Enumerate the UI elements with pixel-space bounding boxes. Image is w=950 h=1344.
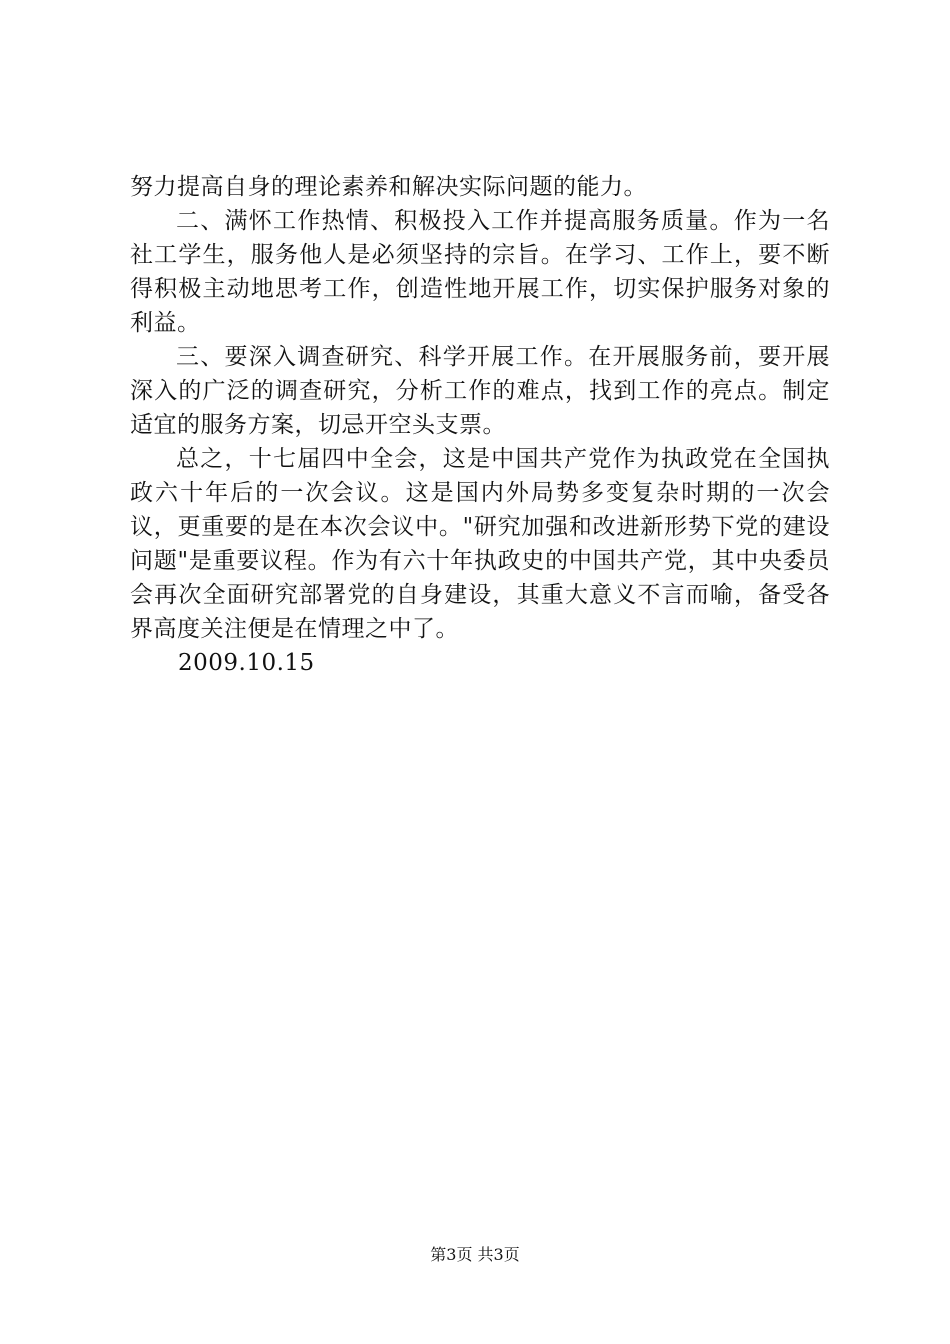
page-footer: 第3页 共3页 xyxy=(430,1245,520,1264)
paragraph-continuation: 努力提高自身的理论素养和解决实际问题的能力。 xyxy=(130,174,647,200)
document-date: 2009.10.15 xyxy=(178,650,315,676)
document-body xyxy=(130,170,830,680)
paragraph-research: 三、要深入调查研究、科学开展工作。在开展服务前，要开展深入的广泛的调查研究，分析工作的难点，找到工作的亮点。制定适宜的服务方案，切忌开空头支票。 xyxy=(130,344,830,438)
paragraph-service-quality: 二、满怀工作热情、积极投入工作并提高服务质量。作为一名社工学生，服务他人是必须坚持的宗旨。在学习、工作上，要不断得积极主动地思考工作，创造性地开展工作，切实保护服务对象的利益。 xyxy=(130,208,830,336)
paragraph-conclusion: 总之，十七届四中全会，这是中国共产党作为执政党在全国执政六十年后的一次会议。这是国内外局势多变复杂时期的一次会议，更重要的是在本次会议中。"研究加强和改进新形势下党的建设问题"是重要议程。作为有六十年执政史的中国共产党，其中央委员会再次全面研究部署党的自身建设，其重大意义不言而喻，备受各界高度关注便是在情理之中了。 xyxy=(130,446,830,642)
